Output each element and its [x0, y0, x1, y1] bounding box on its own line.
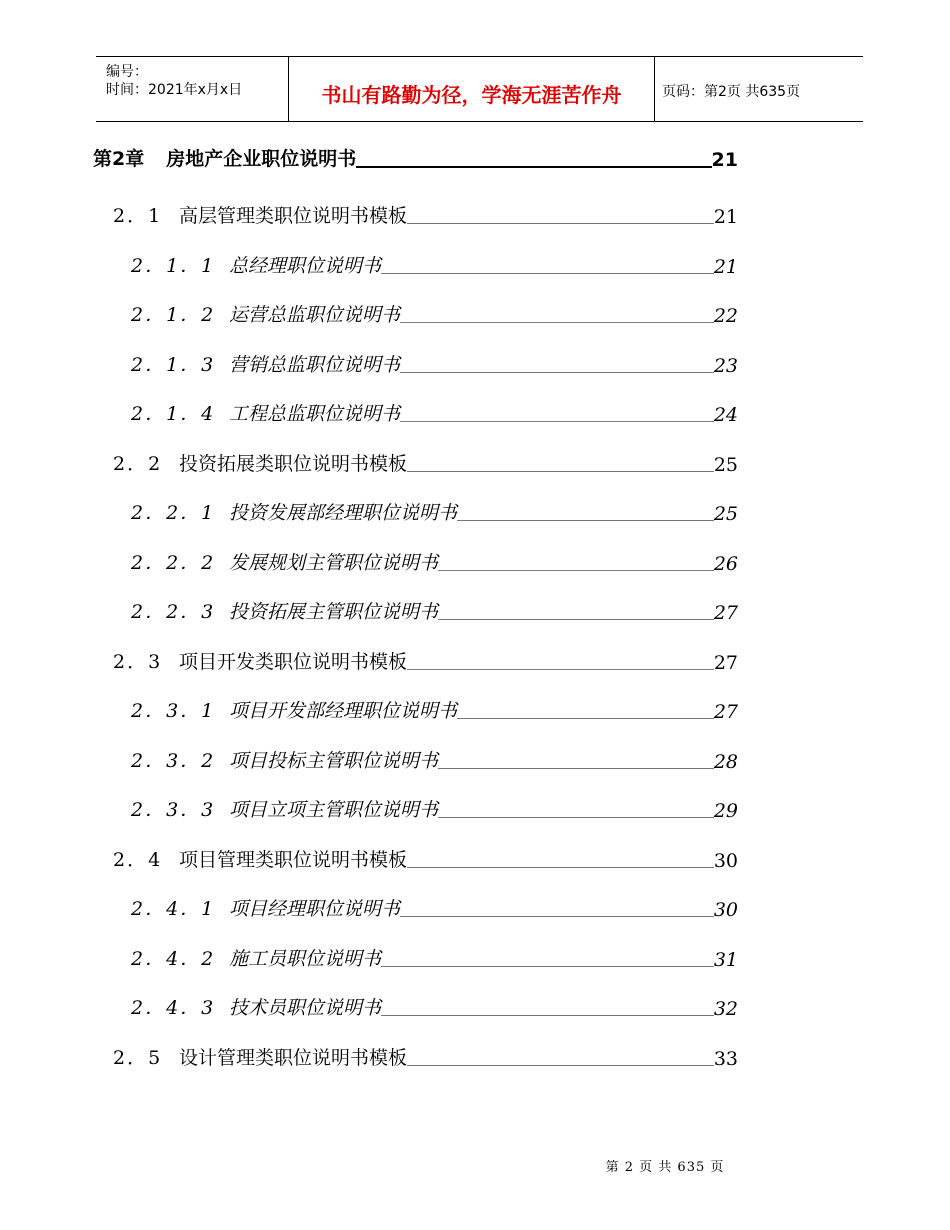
- toc-entry-title: 运营总监职位说明书: [229, 304, 401, 326]
- toc-entry-title: 投资拓展类职位说明书模板: [179, 453, 408, 475]
- toc-entry-number: 2．3．3: [131, 799, 216, 821]
- toc-entry-title: 高层管理类职位说明书模板: [179, 205, 408, 227]
- toc-entry[interactable]: [131, 994, 738, 1020]
- toc-leader-line: [381, 272, 714, 274]
- toc-leader-line: [438, 618, 714, 620]
- toc-entry-number: 2．2．1: [131, 502, 216, 524]
- document-number-label: 编号：: [106, 64, 148, 80]
- document-time: 时间：2021年x月x日: [106, 82, 243, 98]
- toc-entry-page: 21: [711, 149, 738, 171]
- toc-entry-number: 2．5: [113, 1047, 163, 1069]
- toc-entry-page: 22: [713, 305, 738, 327]
- toc-entry[interactable]: [113, 202, 738, 228]
- toc-leader-line: [407, 1064, 714, 1066]
- toc-entry-title: 投资拓展主管职位说明书: [229, 601, 439, 623]
- toc-entry[interactable]: [131, 796, 738, 822]
- toc-entry-number: 2．3．1: [131, 700, 216, 722]
- page-header: [96, 56, 863, 122]
- toc-entry-title: 项目开发类职位说明书模板: [179, 651, 408, 673]
- toc-entry-title: 技术员职位说明书: [229, 997, 382, 1019]
- toc-entry[interactable]: [113, 450, 738, 476]
- toc-entry-number: 2．4．3: [131, 997, 216, 1019]
- toc-entry-title: 项目投标主管职位说明书: [229, 750, 439, 772]
- header-motto: 书山有路勤为径，学海无涯苦作舟: [321, 83, 622, 107]
- toc-entry-number: 2．1: [113, 205, 163, 227]
- toc-entry[interactable]: [113, 1044, 738, 1070]
- toc-entry-number: 2．2: [113, 453, 163, 475]
- toc-entry[interactable]: [131, 895, 738, 921]
- header-page-info: 页码：第2页 共635页: [662, 84, 801, 100]
- toc-entry-number: 2．3: [113, 651, 163, 673]
- toc-entry-number: 2．1．2: [131, 304, 216, 326]
- toc-entry-page: 25: [713, 454, 738, 476]
- toc-entry-number: 2．2．2: [131, 552, 216, 574]
- toc-entry[interactable]: [93, 145, 738, 171]
- toc-entry-page: 32: [713, 998, 738, 1020]
- toc-entry-title: 房地产企业职位说明书: [166, 148, 357, 170]
- toc-entry[interactable]: [131, 549, 738, 575]
- toc-entry-page: 30: [713, 850, 738, 872]
- page-footer: 第 2 页 共 635 页: [605, 1160, 725, 1175]
- toc-entry-number: 2．4．2: [131, 948, 216, 970]
- toc-entry-number: 2．2．3: [131, 601, 216, 623]
- toc-entry[interactable]: [131, 747, 738, 773]
- toc-entry[interactable]: [131, 400, 738, 426]
- toc-entry-page: 25: [713, 503, 738, 525]
- toc-entry-page: 27: [713, 602, 738, 624]
- toc-entry-number: 2．1．3: [131, 354, 216, 376]
- toc-entry-title: 总经理职位说明书: [229, 255, 382, 277]
- toc-leader-line: [457, 717, 714, 719]
- toc-entry-page: 27: [713, 652, 738, 674]
- toc-leader-line: [400, 915, 714, 917]
- toc-entry[interactable]: [131, 301, 738, 327]
- toc-leader-line: [407, 866, 714, 868]
- toc-leader-line: [438, 767, 714, 769]
- toc-entry[interactable]: [131, 252, 738, 278]
- toc-entry-page: 33: [713, 1048, 738, 1070]
- toc-entry[interactable]: [113, 648, 738, 674]
- toc-entry-page: 28: [713, 751, 738, 773]
- toc-leader-line: [400, 321, 714, 323]
- toc-entry-number: 2．3．2: [131, 750, 216, 772]
- toc-leader-line: [438, 569, 714, 571]
- toc-entry-title: 项目立项主管职位说明书: [229, 799, 439, 821]
- toc-entry-title: 投资发展部经理职位说明书: [229, 502, 458, 524]
- toc-entry-title: 项目管理类职位说明书模板: [179, 849, 408, 871]
- toc-entry-page: 31: [713, 949, 738, 971]
- toc-entry-page: 26: [713, 553, 738, 575]
- toc-leader-line: [407, 222, 714, 224]
- toc-leader-line: [400, 420, 714, 422]
- toc-entry-page: 24: [713, 404, 738, 426]
- header-info-cell: [96, 57, 289, 121]
- header-motto-cell: [289, 57, 655, 121]
- toc-leader-line: [457, 519, 714, 521]
- toc-entry-title: 项目开发部经理职位说明书: [229, 700, 458, 722]
- header-page-cell: [655, 57, 863, 121]
- toc-entry-title: 设计管理类职位说明书模板: [179, 1047, 408, 1069]
- toc-leader-line: [356, 165, 711, 168]
- toc-entry-title: 工程总监职位说明书: [229, 403, 401, 425]
- toc-entry[interactable]: [113, 846, 738, 872]
- toc-entry-title: 施工员职位说明书: [229, 948, 382, 970]
- toc-entry-number: 2．4: [113, 849, 163, 871]
- toc-entry-page: 29: [713, 800, 738, 822]
- toc-entry-number: 2．1．4: [131, 403, 216, 425]
- toc-entry-page: 21: [713, 256, 738, 278]
- toc-entry-page: 30: [713, 899, 738, 921]
- toc-leader-line: [381, 1014, 714, 1016]
- toc-entry-page: 23: [713, 355, 738, 377]
- toc-leader-line: [381, 965, 714, 967]
- toc-entry[interactable]: [131, 697, 738, 723]
- toc-entry[interactable]: [131, 351, 738, 377]
- toc-leader-line: [407, 668, 714, 670]
- toc-leader-line: [407, 470, 714, 472]
- toc-entry[interactable]: [131, 945, 738, 971]
- toc-entry[interactable]: [131, 598, 738, 624]
- toc-entry-number: 第2章: [93, 148, 145, 170]
- toc-leader-line: [438, 816, 714, 818]
- toc-entry[interactable]: [131, 499, 738, 525]
- toc-entry-number: 2．1．1: [131, 255, 216, 277]
- toc-entry-title: 营销总监职位说明书: [229, 354, 401, 376]
- toc-entry-title: 发展规划主管职位说明书: [229, 552, 439, 574]
- toc-entry-number: 2．4．1: [131, 898, 216, 920]
- toc-entry-page: 21: [713, 206, 738, 228]
- toc-leader-line: [400, 371, 714, 373]
- toc-entry-title: 项目经理职位说明书: [229, 898, 401, 920]
- toc-entry-page: 27: [713, 701, 738, 723]
